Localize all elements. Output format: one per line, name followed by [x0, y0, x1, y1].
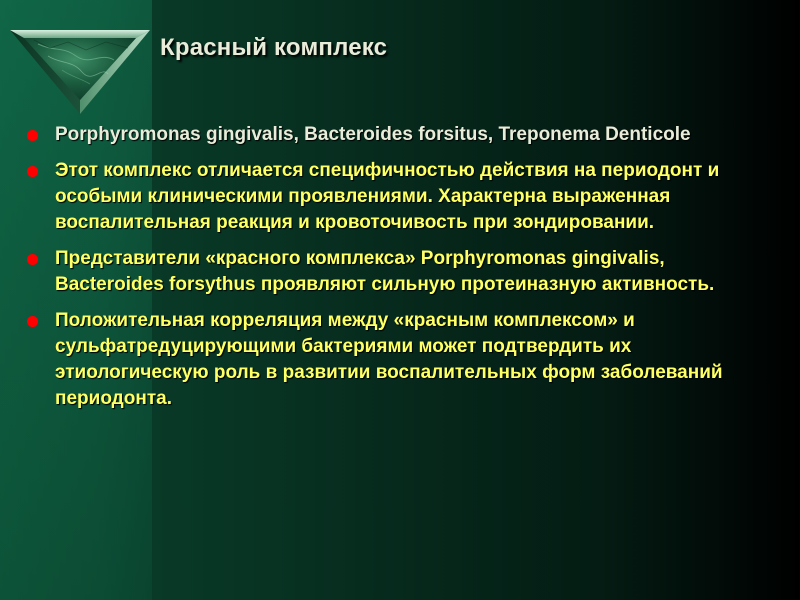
bullet-text: Положительная корреляция между «красным комплексом» и сульфатредуцирующими бактериями может подтвердить их этиологическую роль в развитии воспалительных форм заболеваний периодонта.: [55, 310, 723, 409]
triangle-logo-icon: [10, 26, 150, 116]
red-dot-bullet-icon: [27, 166, 38, 177]
bullet-item: [24, 122, 764, 148]
bullet-item: [24, 308, 764, 412]
bullet-text: Этот комплекс отличается специфичностью действия на периодонт и особыми клиническими проявлениями. Характерна выраженная воспалительная реакция и кровоточивость при зондировании.: [55, 160, 720, 233]
bullet-list: [24, 122, 764, 422]
bullet-item: [24, 158, 764, 236]
slide-title: Красный комплекс: [160, 34, 388, 61]
bullet-text: Porphyromonas gingivalis, Bacteroides forsitus, Treponema Denticole: [55, 124, 691, 145]
bullet-text: Представители «красного комплекса» Porphyromonas gingivalis, Bacteroides forsythus проявляют сильную протеиназную активность.: [55, 248, 715, 295]
red-dot-bullet-icon: [27, 316, 38, 327]
red-dot-bullet-icon: [27, 130, 38, 141]
bullet-item: [24, 246, 764, 298]
red-dot-bullet-icon: [27, 254, 38, 265]
